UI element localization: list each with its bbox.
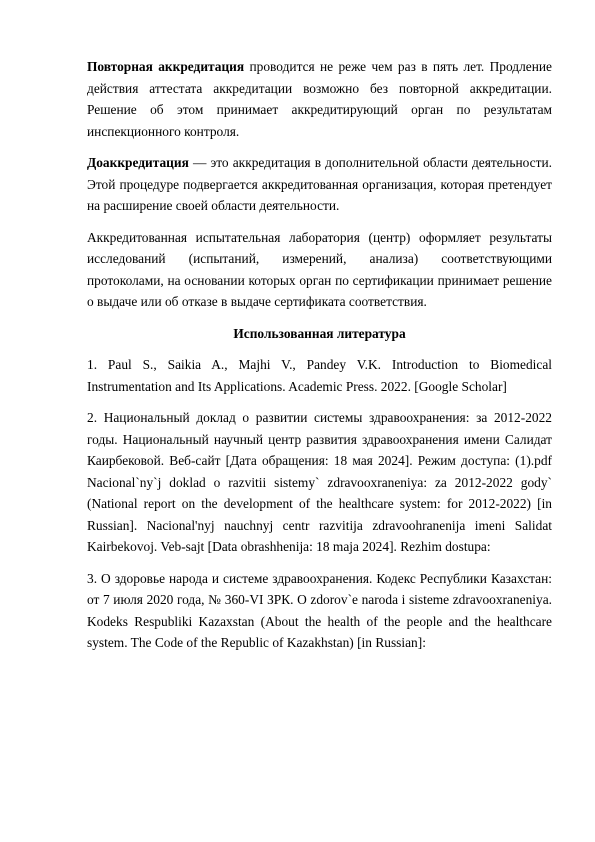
term-additional-accreditation: Доаккредитация	[87, 155, 189, 170]
paragraph-additional-accreditation	[87, 152, 552, 217]
reference-item-3: 3. О здоровье народа и системе здравоохранения. Кодекс Республики Казахстан: от 7 июля 2020 года, № 360-VI ЗРК. O zdorov`e naroda i sisteme zdravooxraneniya. Kodeks Respubliki Kazaxstan (About the health of the people and the healthcare system. The Code of the Republic of Kazakhstan) [in Russian]:	[87, 570, 552, 650]
paragraph-reaccreditation	[87, 56, 552, 142]
paragraph-reaccreditation-text: проводится не реже чем раз в пять лет. Продление действия аттестата аккредитации возможно без повторной аккредитации. Решение об этом принимает аккредитирующий орган по результатам инспекционного контроля.	[87, 59, 552, 139]
references-heading: Использованная литература	[233, 325, 406, 341]
paragraph-additional-accreditation-text: — это аккредитация в дополнительной области деятельности. Этой процедуре подвергается аккредитованная организация, которая претендует на расширение своей области деятельности.	[87, 155, 552, 213]
reference-item-2: 2. Национальный доклад о развитии системы здравоохранения: за 2012-2022 годы. Национальный научный центр развития здравоохранения имени Салидат Каирбековой. Веб-сайт [Дата обращения: 18 мая 2024]. Режим доступа: (1).pdf Nacional`ny`j doklad o razvitii sistemy` zdravooxraneniya: za 2012-2022 gody` (National report on the development of the healthcare system: for 2012-2022) [in Russian]. Nacional'nyj nauchnyj centr razvitija zdravoohranenija imeni Salidat Kairbekovoj. Veb-sajt [Data obrashhenija: 18 maja 2024]. Rezhim dostupa:	[87, 410, 552, 554]
term-reaccreditation: Повторная аккредитация	[87, 59, 245, 74]
paragraph-laboratory: Аккредитованная испытательная лаборатория (центр) оформляет результаты исследований (испытаний, измерений, анализа) соответствующими протоколами, на основании которых орган по сертификации принимает решение о выдаче или об отказе в выдаче сертификата соответствия.	[87, 229, 552, 309]
document-page	[87, 56, 552, 664]
reference-item-1: 1. Paul S., Saikia A., Majhi V., Pandey V.K. Introduction to Biomedical Instrumentation and Its Applications. Academic Press. 2022. [Google Scholar]	[87, 357, 552, 394]
